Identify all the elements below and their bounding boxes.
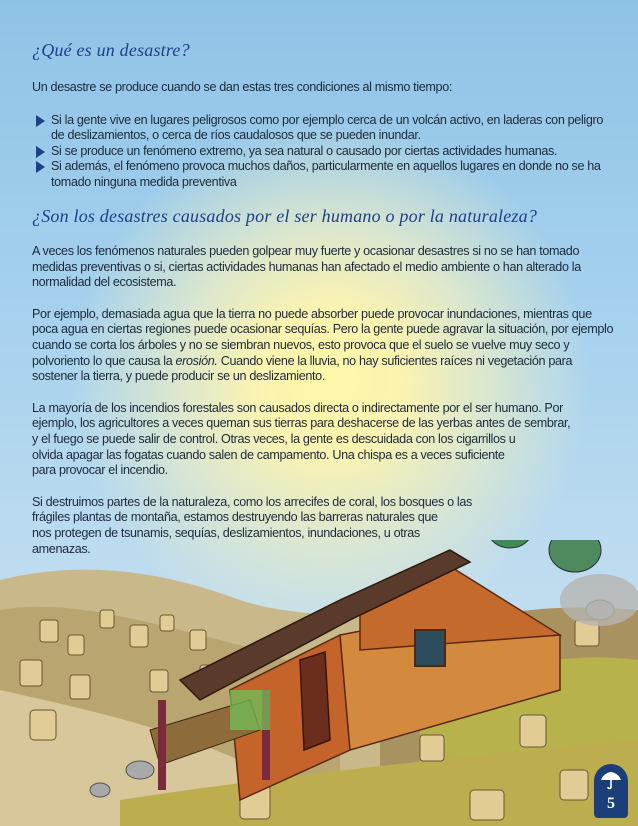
section1-body: [32, 80, 618, 191]
text-line: La mayoría de los incendios forestales son causados directa o indirectamente por el ser humano. Por: [32, 400, 563, 415]
list-item: [32, 144, 618, 160]
paragraph-water-erosion-part2: Cuando viene la lluvia, no hay suficientes raíces ni vegetación para sostener la tierra, y puede producir se un deslizamiento.: [32, 353, 573, 384]
text-line: ejemplo, los agricultores a veces queman sus tierras para deshacerse de las yerbas antes de sembrar,: [32, 416, 571, 431]
tree-stump: [420, 735, 444, 761]
landslide-cabin-illustration: [0, 540, 638, 826]
list-item: [32, 159, 618, 190]
text-line: olvida apagar las fogatas cuando salen de campamento. Una chispa es a veces suficiente: [32, 447, 505, 462]
paragraph-water-erosion: [32, 307, 618, 385]
section2-body: [32, 244, 618, 557]
section-title-what-is-disaster: ¿Qué es un desastre?: [32, 40, 190, 60]
erosion-term: erosión.: [175, 353, 218, 368]
tree-stump: [520, 715, 546, 747]
rock: [90, 783, 110, 797]
boulder: [488, 540, 532, 548]
text-line: amenazas.: [32, 541, 91, 556]
triangle-bullet-icon: [36, 115, 45, 127]
cabin-foundation: [230, 690, 270, 730]
cabin-door: [300, 652, 330, 750]
tree-stump: [70, 675, 90, 699]
tree-stump: [20, 660, 42, 686]
list-item-text: Si se produce un fenómeno extremo, ya sea natural o causado por ciertas actividades humanas.: [51, 143, 558, 158]
falling-boulders: [488, 540, 618, 572]
paragraph-forest-fires: [32, 401, 618, 479]
conditions-list: [32, 113, 618, 191]
list-item-text: Si la gente vive en lugares peligrosos como por ejemplo cerca de un volcán activo, en laderas con peligro de deslizamientos, o cerca de ríos caudalosos que se pueden inundar.: [51, 112, 603, 143]
cabin-window: [415, 630, 445, 666]
porch-post: [158, 700, 166, 790]
page-number: 5: [607, 795, 615, 812]
text-line: para provocar el incendio.: [32, 463, 168, 478]
boulder: [549, 540, 601, 572]
paragraph-water-erosion-part1: Por ejemplo, demasiada agua que la tierra no puede absorber puede provocar inundaciones, mientras que poca agua en ciertas regiones puede ocasionar sequías. Pero la gente puede agravar la situación, por ejemplo cuando se corta los árboles y no se siembran nuevos, esto provoca que el suelo se vuelve muy seco y polvoriento lo que causa la: [32, 306, 614, 368]
tree-stump: [40, 620, 58, 642]
paragraph-natural-phenomena: A veces los fenómenos naturales pueden golpear muy fuerte y ocasionar desastres si no se han tomado medidas preventivas o si, ciertas actividades humanas han afectado el medio ambiente o han alterado la normalidad del ecosistema.: [32, 244, 581, 290]
text-line: Si destruimos partes de la naturaleza, como los arrecifes de coral, los bosques o las: [32, 494, 472, 509]
tree-stump: [100, 610, 114, 628]
rock: [126, 761, 154, 779]
list-item-text: Si además, el fenómeno provoca muchos daños, particularmente en aquellos lugares en donde no se ha tomado ninguna medida preventiva: [51, 159, 601, 189]
text-line: y el fuego se puede salir de control. Otras veces, la gente es descuidada con los cigarrillos u: [32, 431, 516, 446]
tree-stump: [470, 790, 504, 820]
tree-stump: [130, 625, 148, 647]
triangle-bullet-icon: [36, 146, 45, 158]
tree-stump: [560, 770, 588, 800]
tree-stump: [160, 615, 174, 631]
page-number-badge: [594, 764, 628, 818]
triangle-bullet-icon: [36, 161, 45, 173]
tree-stump: [68, 635, 84, 655]
tree-stump: [150, 670, 168, 692]
text-line: frágiles plantas de montaña, estamos destruyendo las barreras naturales que: [32, 510, 438, 525]
section1-intro: Un desastre se produce cuando se dan estas tres condiciones al mismo tiempo:: [32, 80, 453, 94]
list-item: [32, 113, 618, 144]
section-title-human-or-nature: ¿Son los desastres causados por el ser humano o por la naturaleza?: [32, 206, 538, 226]
tree-stump: [190, 630, 206, 650]
umbrella-logo-icon: [599, 770, 623, 790]
dust-cloud: [560, 574, 638, 626]
tree-stump: [30, 710, 56, 740]
cabin-gable: [360, 560, 560, 650]
text-line: nos protegen de tsunamis, sequías, deslizamientos, inundaciones, u otras: [32, 525, 420, 540]
